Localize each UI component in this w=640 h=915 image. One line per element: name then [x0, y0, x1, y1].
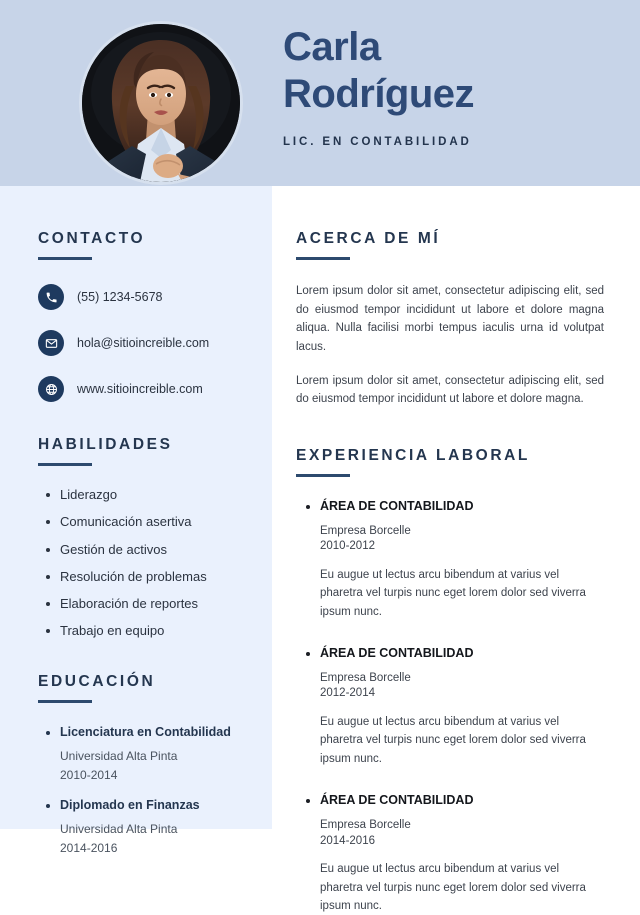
- email-address: hola@sitioincreible.com: [77, 335, 210, 350]
- list-item: Gestión de activos: [60, 543, 246, 557]
- portrait-photo-illustration: [82, 24, 240, 182]
- list-item: Liderazgo: [60, 488, 246, 502]
- website-url: www.sitioincreible.com: [77, 381, 203, 396]
- section-rule: [38, 463, 92, 466]
- list-item: Trabajo en equipo: [60, 624, 246, 638]
- list-item: Elaboración de reportes: [60, 597, 246, 611]
- about-paragraph: Lorem ipsum dolor sit amet, consectetur adipiscing elit, sed do eiusmod tempor incididunt ut labore et dolore magna.: [296, 374, 604, 406]
- about-body: [296, 282, 604, 409]
- contact-list: [38, 284, 246, 402]
- skills-list: [38, 488, 246, 639]
- phone-number: (55) 1234-5678: [77, 289, 163, 304]
- contact-section: [38, 230, 246, 402]
- experience-role: ÁREA DE CONTABILIDAD: [320, 645, 474, 660]
- list-item: [320, 646, 604, 768]
- experience-description: Eu augue ut lectus arcu bibendum at varius vel pharetra vel turpis nunc eget lorem dolor sed viverra ipsum nunc.: [320, 715, 586, 765]
- experience-company: Empresa Borcelle: [320, 671, 411, 684]
- section-rule: [296, 257, 350, 260]
- about-section-title: ACERCA DE MÍ: [296, 230, 441, 247]
- list-item: [320, 499, 604, 621]
- main-column: [272, 186, 640, 912]
- phone-icon: [38, 284, 64, 310]
- skills-section: [38, 436, 246, 639]
- list-item: [60, 725, 246, 783]
- experience-company: Empresa Borcelle: [320, 524, 411, 537]
- experience-section-title: EXPERIENCIA LABORAL: [296, 446, 530, 464]
- job-title-subtitle: LIC. EN CONTABILIDAD: [283, 136, 472, 149]
- list-item: Resolución de problemas: [60, 570, 246, 584]
- experience-years: 2014-2016: [320, 834, 375, 847]
- education-years: 2010-2014: [60, 767, 118, 782]
- education-section: [38, 673, 246, 856]
- experience-description: Eu augue ut lectus arcu bibendum at varius vel pharetra vel turpis nunc eget lorem dolor sed viverra ipsum nunc.: [320, 568, 586, 618]
- sidebar-column: [0, 186, 272, 855]
- experience-company: Empresa Borcelle: [320, 819, 411, 832]
- education-section-title: EDUCACIÓN: [38, 672, 156, 690]
- about-section: [296, 230, 604, 409]
- experience-section: [296, 447, 604, 915]
- experience-role: ÁREA DE CONTABILIDAD: [320, 793, 474, 808]
- avatar: [82, 24, 240, 182]
- experience-years: 2010-2012: [320, 540, 375, 553]
- contact-section-title: CONTACTO: [38, 230, 146, 247]
- first-name: Carla: [283, 25, 381, 69]
- section-rule: [38, 700, 92, 703]
- education-degree: Licenciatura en Contabilidad: [60, 724, 231, 739]
- globe-icon: [38, 376, 64, 402]
- contact-item-email[interactable]: [38, 330, 246, 356]
- section-rule: [38, 257, 92, 260]
- education-school: Universidad Alta Pinta: [60, 748, 178, 763]
- experience-list: [296, 499, 604, 915]
- contact-item-phone[interactable]: [38, 284, 246, 310]
- header-text-block: [283, 26, 623, 148]
- envelope-icon: [38, 330, 64, 356]
- education-years: 2014-2016: [60, 840, 118, 855]
- list-item: [60, 798, 246, 856]
- list-item: [320, 793, 604, 915]
- education-list: [38, 725, 246, 856]
- experience-description: Eu augue ut lectus arcu bibendum at varius vel pharetra vel turpis nunc eget lorem dolor sed viverra ipsum nunc.: [320, 863, 586, 912]
- last-name: Rodríguez: [283, 72, 475, 117]
- list-item: Comunicación asertiva: [60, 515, 246, 529]
- education-school: Universidad Alta Pinta: [60, 821, 178, 836]
- contact-item-website[interactable]: [38, 376, 246, 402]
- section-rule: [296, 474, 350, 477]
- about-paragraph: Lorem ipsum dolor sit amet, consectetur adipiscing elit, sed do eiusmod tempor incididunt ut labore et dolore magna aliqua. Nulla facilisi morbi tempus iaculis urna id volutpat lacus.: [296, 285, 604, 353]
- skills-section-title: HABILIDADES: [38, 436, 173, 453]
- education-degree: Diplomado en Finanzas: [60, 797, 200, 812]
- experience-role: ÁREA DE CONTABILIDAD: [320, 498, 474, 513]
- experience-years: 2012-2014: [320, 687, 375, 700]
